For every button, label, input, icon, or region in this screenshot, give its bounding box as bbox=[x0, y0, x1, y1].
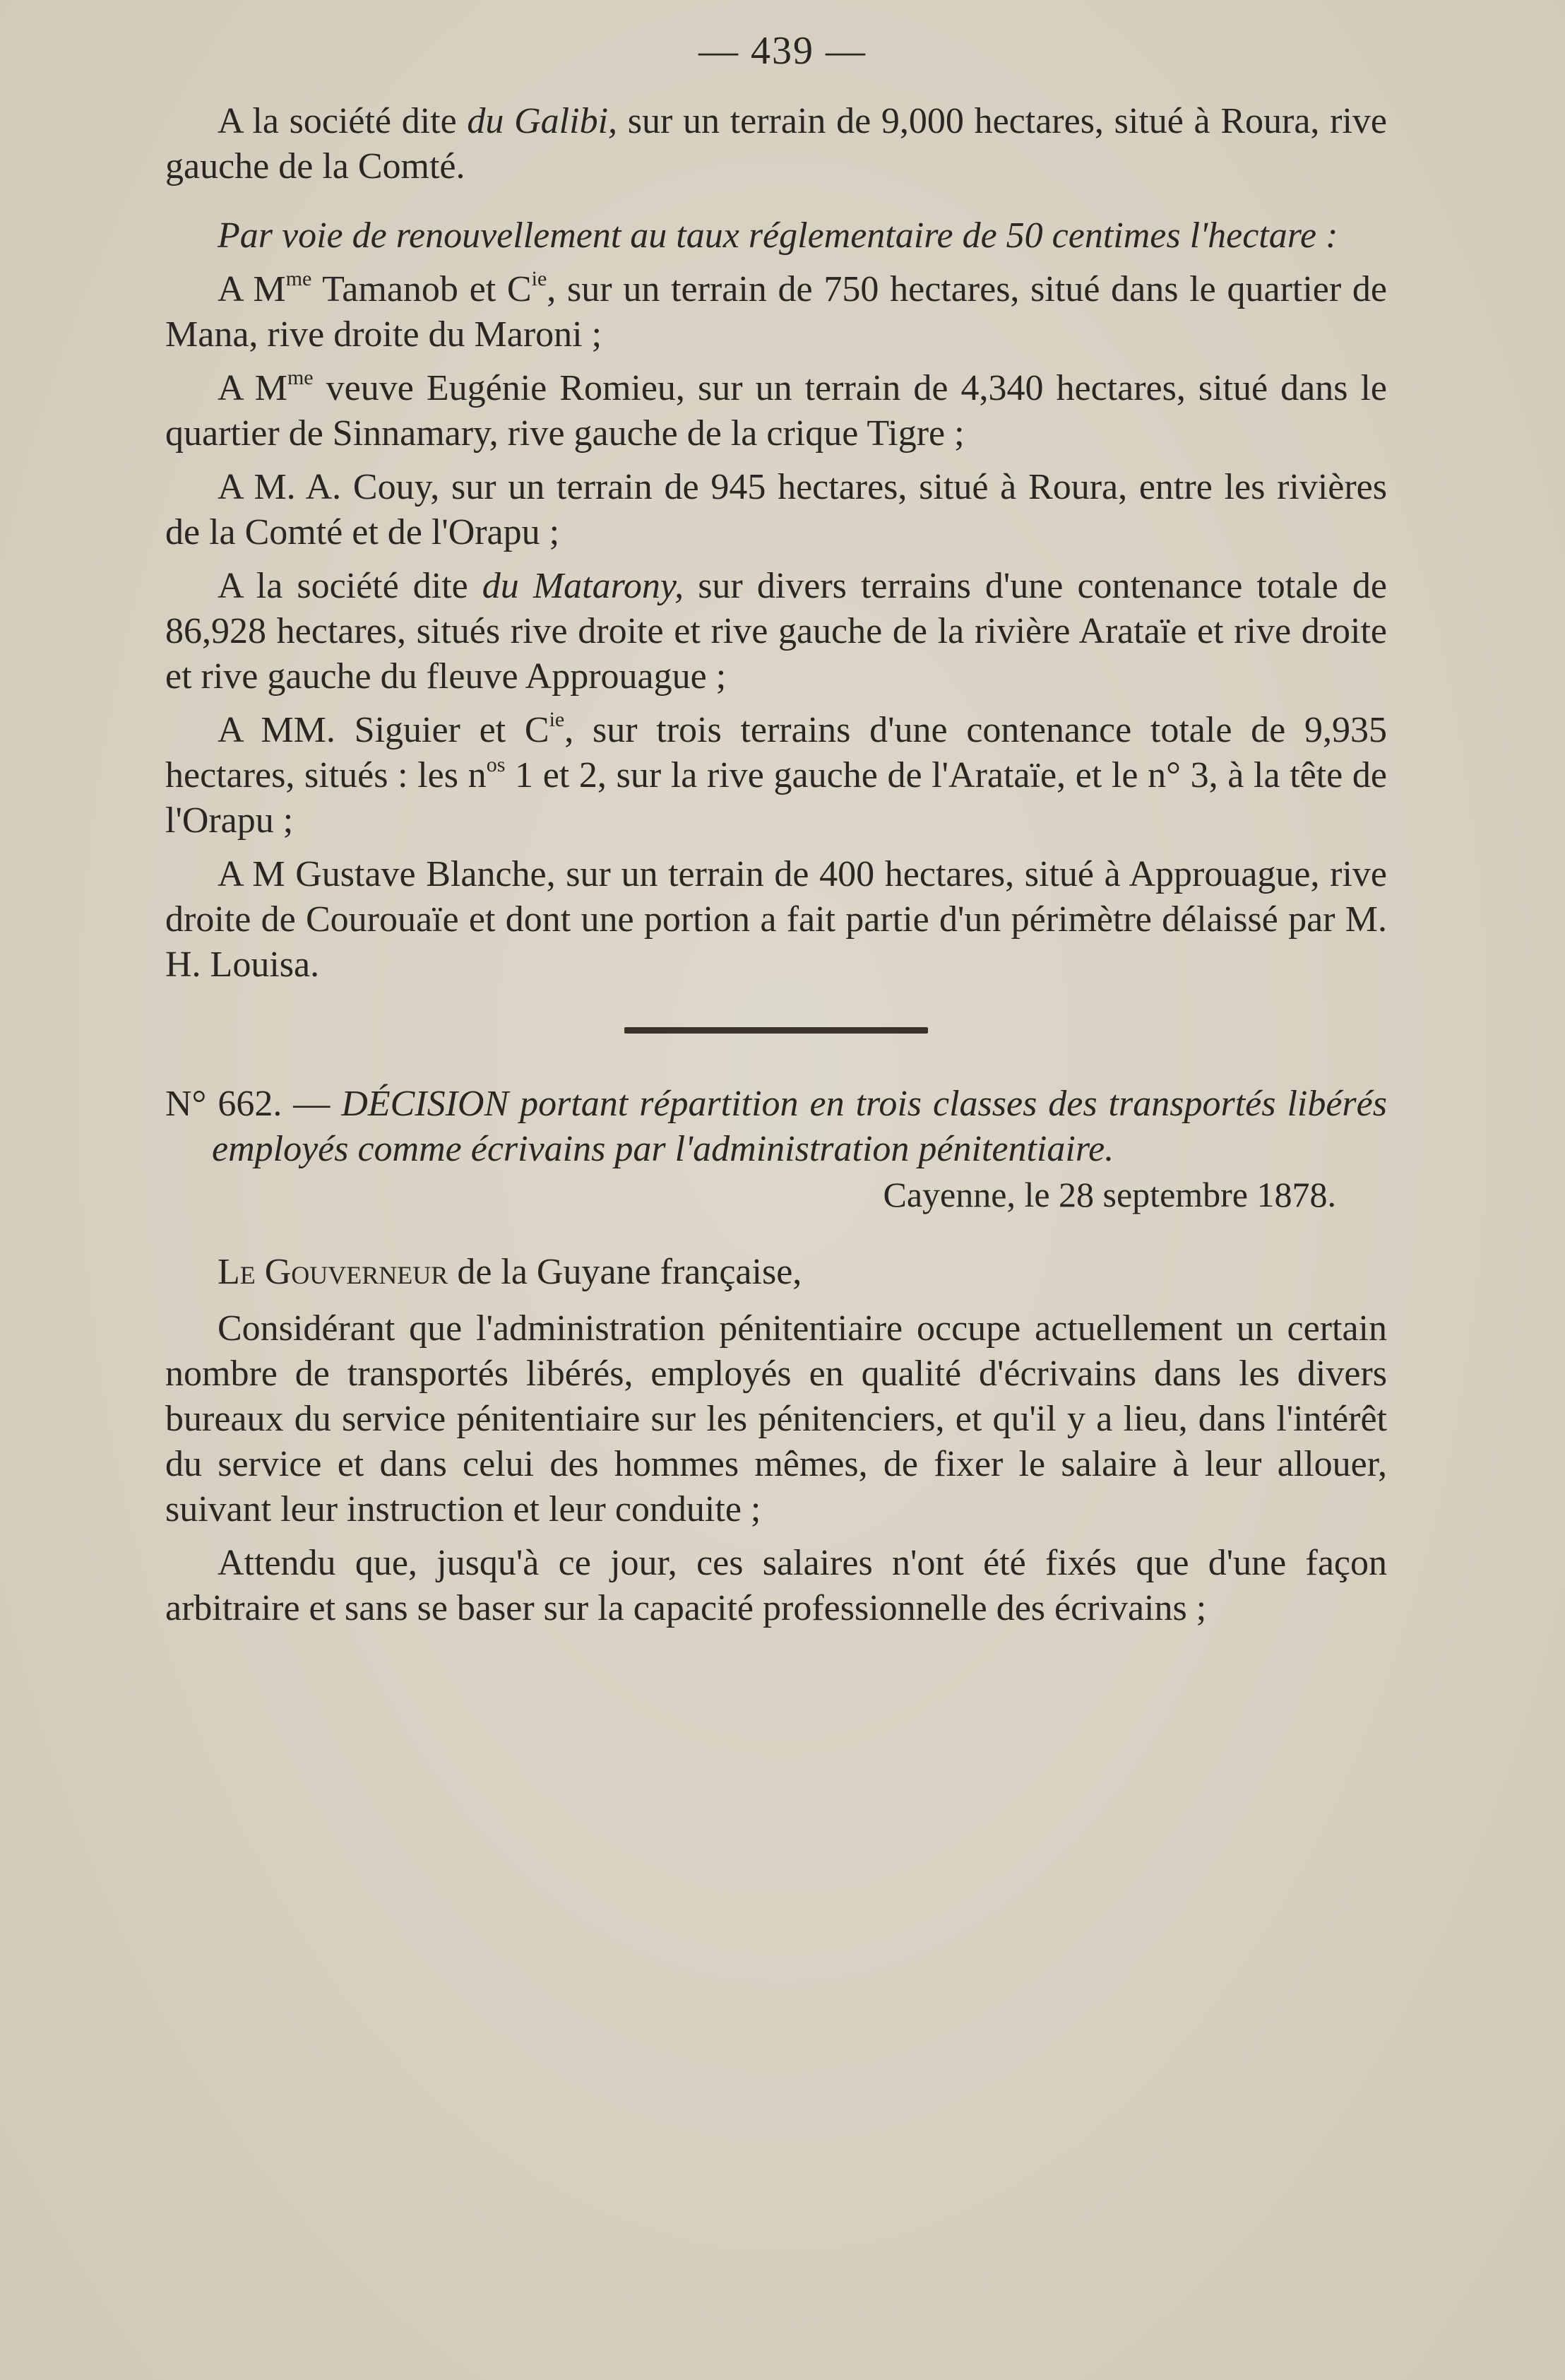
superscript: os bbox=[486, 753, 506, 776]
renewal-intro-text: Par voie de renouvellement au taux réglementaire de 50 centimes l'hectare : bbox=[218, 215, 1338, 256]
decision-title: DÉCISION portant répartition en trois classes des transportés libérés employés comme écrivains par l'administration pénitentiaire. bbox=[212, 1084, 1387, 1169]
page-body bbox=[165, 99, 1387, 1640]
grant-text: A la société dite bbox=[218, 566, 482, 606]
grant-matarony bbox=[165, 564, 1387, 699]
governor-text: de la Guyane française, bbox=[448, 1252, 802, 1292]
attendu-paragraph: Attendu que, jusqu'à ce jour, ces salaires n'ont été fixés que d'une façon arbitraire et sans se baser sur la capacité professionnelle des écrivains ; bbox=[165, 1543, 1387, 1628]
grant-text: Tamanob et C bbox=[311, 269, 532, 309]
grant-siguier bbox=[165, 708, 1387, 843]
grant-blanche: A M Gustave Blanche, sur un terrain de 400 hectares, situé à Approuague, rive droite de Courouaïe et dont une portion a fait partie d'un périmètre délaissé par M. H. Louisa. bbox=[165, 854, 1387, 985]
grant-text: , sur un terrain de 750 hectares, situé dans le quartier de Mana, rive droite du Maroni ; bbox=[165, 269, 1388, 355]
company-name: du Galibi, bbox=[467, 101, 618, 141]
grant-text: A MM. Siguier et C bbox=[218, 710, 549, 750]
governor-line bbox=[165, 1250, 1387, 1295]
grant-text: sur divers terrains d'une contenance totale de 86,928 hectares, situés rive droite et rive gauche de la rivière Arataïe et rive droite et rive gauche du fleuve Approuague ; bbox=[165, 566, 1387, 697]
company-name: du Matarony, bbox=[482, 566, 684, 606]
decision-number: N° 662. — bbox=[165, 1084, 342, 1124]
superscript: ie bbox=[549, 708, 565, 731]
grant-text: A M bbox=[218, 269, 286, 309]
grant-romieu bbox=[165, 366, 1387, 456]
grant-tamanob bbox=[165, 267, 1387, 357]
superscript: me bbox=[285, 267, 312, 290]
governor-title: Le Gouverneur bbox=[218, 1252, 448, 1292]
grant-text: veuve Eugénie Romieu, sur un terrain de 4,340 hectares, situé dans le quartier de Sinnamary, rive gauche de la crique Tigre ; bbox=[165, 368, 1388, 454]
superscript: me bbox=[287, 366, 314, 389]
paragraph-text: sur un terrain de 9,000 hectares, situé à Roura, rive gauche de la Comté. bbox=[165, 101, 1387, 187]
renewal-intro bbox=[165, 213, 1387, 259]
section-divider bbox=[624, 1027, 928, 1034]
paragraph-text: A la société dite bbox=[218, 101, 468, 141]
superscript: ie bbox=[531, 267, 547, 290]
considerant-paragraph: Considérant que l'administration pénitentiaire occupe actuellement un certain nombre de transportés libérés, employés en qualité d'écrivains dans les divers bureaux du service pénitentiaire sur les pénitenciers, et qu'il y a lieu, dans l'intérêt du service et dans celui des hommes mêmes, de fixer le salaire à leur allouer, suivant leur instruction et leur conduite ; bbox=[165, 1308, 1387, 1529]
decision-heading bbox=[165, 1082, 1387, 1172]
grant-text: 1 et 2, sur la rive gauche de l'Arataïe, et le n° 3, à la tête de l'Orapu ; bbox=[165, 755, 1388, 841]
grant-couy: A M. A. Couy, sur un terrain de 945 hectares, situé à Roura, entre les rivières de la Comté et de l'Orapu ; bbox=[165, 467, 1387, 552]
paragraph-galibi bbox=[165, 99, 1387, 189]
grant-text: A M bbox=[218, 368, 287, 408]
place-date: Cayenne, le 28 septembre 1878. bbox=[883, 1175, 1336, 1214]
grant-text: , sur trois terrains d'une contenance totale de 9,935 hectares, situés : les n bbox=[165, 710, 1387, 795]
page-number: — 439 — bbox=[698, 29, 867, 73]
